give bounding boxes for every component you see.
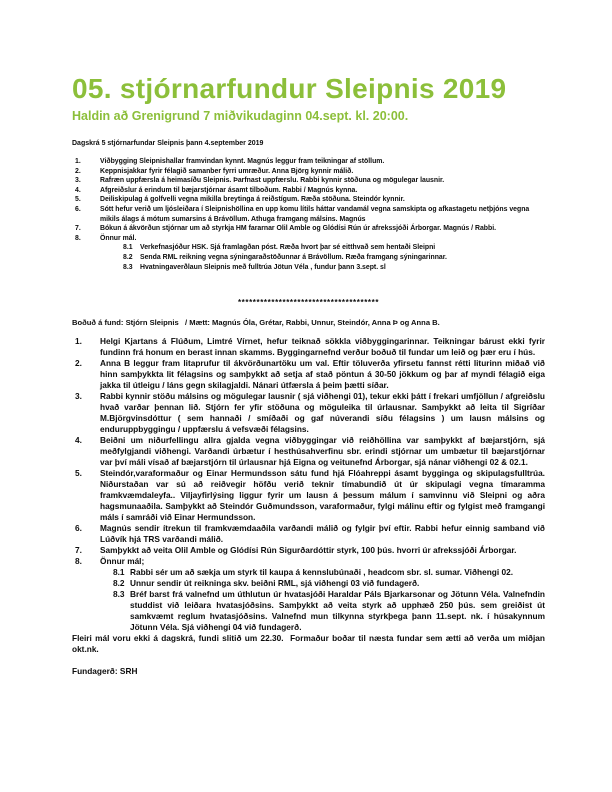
minutes-subitem <box>113 578 545 589</box>
agenda-subitem-number: 8.1 <box>123 244 133 252</box>
agenda-subitem-text: Hvatningaverðlaun Sleipnis með fulltrúa Jötun Véla , fundur þann 3.sept. sl <box>140 263 386 271</box>
agenda-subitem <box>123 263 545 273</box>
minutes-item-number: 7. <box>75 545 82 556</box>
minutes-subitem <box>113 567 545 578</box>
minutes-item-text: Önnur mál; <box>100 556 145 567</box>
agenda-list <box>72 157 545 272</box>
minutes-subitem-text: Bréf barst frá valnefnd um úthlutun úr hvatasjóði Haraldar Páls Bjarkarsonar og Jötunn Véla. Valnefndin studdist við leiðara hvatasjóðsins. Samþykkt að veita styrk að upphæð 250 þús. sem greiðist út samkvæmt reglum hvatasjóðsins. Valnefnd mun tilkynna styrkþega þann 11.sept. nk. í húsakynnum Jötunn Véla. Sjá viðhengi 04 við fundagerð. <box>130 589 545 633</box>
page-content <box>72 73 548 677</box>
agenda-item-number: 6. <box>75 205 81 213</box>
minutes-item-text: Anna B leggur fram litaprufur til ákvörðunartöku um val. Eftir töluverða yfirsetu fannst rétti liturinn miðað við hinn samþykkta lit félagsins og samþykkt að setja af stað pöntun á 30-50 jökkum og þar af myndi félagið eiga jakka til útleigu / láns gegn skilagjaldi. Nánari útfærsla á þeim þætti síðar. <box>100 358 545 391</box>
minutes-subitem-number: 8.1 <box>113 567 125 578</box>
agenda-item <box>72 186 545 196</box>
agenda-item <box>72 176 545 186</box>
minutes-item-text: Rabbi kynnir stöðu málsins og mögulegar lausnir ( sjá viðhengi 01), tekur ekki þátt í frekari umfjöllun / afgreiðslu hvað varðar þennan lið. Stjórn fer yfir stöðuna og möguleika til úrlausnar. Samþykkt að leita til Sigríðar M.Björgvinsdóttur ( sem hannaði / smíðaði og gaf núverandi síðu félagsins ) um lausn málsins og enduruppbyggingu / uppfærslu á vefsvæði félagsins. <box>100 391 545 435</box>
minutes-list <box>72 336 545 633</box>
minutes-item <box>72 358 545 391</box>
minutes-item-number: 6. <box>75 523 82 534</box>
minutes-subitem-text: Unnur sendir út reikninga skv. beiðni RML, sjá viðhengi 03 við fundagerð. <box>130 578 420 589</box>
agenda-item <box>72 195 545 205</box>
page-title: 05. stjórnarfundur Sleipnis 2019 <box>72 73 507 104</box>
agenda-subitem <box>123 243 545 253</box>
minutes-subitem <box>113 589 545 633</box>
agenda-item-number: 2. <box>75 167 81 175</box>
agenda-item <box>72 167 545 177</box>
minutes-item <box>72 435 545 468</box>
agenda-item-text: Önnur mál. <box>100 234 137 242</box>
agenda-item-number: 8. <box>75 234 81 242</box>
agenda-item-text: Deiliskipulag á golfvelli vegna mikilla breytinga á reiðstígum. Ræða stöðuna. Steindór kynnir. <box>100 196 405 204</box>
minutes-item-number: 4. <box>75 435 82 446</box>
agenda-heading: Dagskrá 5 stjórnarfundar Sleipnis þann 4.september 2019 <box>72 140 264 147</box>
minutes-item <box>72 468 545 523</box>
agenda-item-text: Sótt hefur verið um ljósleiðara í Sleipnishöllina en upp komu lítils háttar vandamál vegna samskipta og afkastagetu netþjóns vegna mikils álags á mótum sumarsins á Brávöllum. Athuga framgang málsins. Magnús <box>100 205 530 223</box>
agenda-item-text: Keppnisjakkar fyrir félagið samanber fyrri umræður. Anna Björg kynnir málið. <box>100 167 354 175</box>
agenda-item-number: 7. <box>75 225 81 233</box>
closing-statement: Fleiri mál voru ekki á dagskrá, fundi slitið um 22.30. Formaður boðar til næsta fundar sem ætti að verða um miðjan okt.nk. <box>72 633 548 655</box>
agenda-item-text: Viðbygging Sleipnishallar framvindan kynnt. Magnús leggur fram teikningar af stöllum. <box>100 158 385 165</box>
minutes-item <box>72 336 545 358</box>
agenda-subitem-text: Verkefnasjóður HSK. Sjá framlagðan póst. Ræða hvort þar sé eitthvað sem hentaði Sleipni <box>140 244 436 252</box>
minutes-item <box>72 391 545 435</box>
minutes-item-number: 8. <box>75 556 82 567</box>
attendance-line: Boðuð á fund: Stjórn Sleipnis / Mætt: Magnús Óla, Grétar, Rabbi, Unnur, Steindór, Anna Þ og Anna B. <box>72 318 440 328</box>
agenda-subitem-number: 8.2 <box>123 253 133 261</box>
minutes-item-number: 3. <box>75 391 82 402</box>
agenda-item-number: 1. <box>75 158 81 165</box>
minutes-item <box>72 545 545 556</box>
minutes-item-number: 1. <box>75 336 82 347</box>
agenda-item <box>72 234 545 244</box>
minutes-item-number: 2. <box>75 358 82 369</box>
minutes-item-text: Beiðni um niðurfellingu allra gjalda vegna viðbyggingar við reiðhöllina var samþykkt af bæjarstjórn, sjá meðfylgjandi viðhengi. Varðandi úrbætur í hesthúsahverfinu sbr. erindi stjórnar um umbætur til bæjarstjórnar var því máli vísað af bæjarstjórn til úrlausnar hjá Eigna og veitunefnd Árborgar, sjá nánar viðhengi 02 & 02.1. <box>100 435 545 468</box>
agenda-item-number: 5. <box>75 196 81 204</box>
minutes-item <box>72 556 545 567</box>
agenda-item-text: Afgreiðslur á erindum til bæjarstjórnar ásamt tilboðum. Rabbi / Magnús kynna. <box>100 186 358 194</box>
minutes-subitem-number: 8.2 <box>113 578 125 589</box>
asterisk-divider: ************************************** <box>237 298 380 308</box>
minutes-item-text: Helgi Kjartans á Flúðum, Limtré Vírnet, hefur teiknað sökkla viðbyggingarinnar. Teikningar bárust ekki fyrir fundinn frá honum en berast innan skamms. Byggingarnefnd verður boðuð til fundar um leið og þær eru í hús. <box>100 336 545 358</box>
minutes-item-number: 5. <box>75 468 82 479</box>
minutes-signature: Fundagerð: SRH <box>72 666 138 677</box>
minutes-subitem-text: Rabbi sér um að sækja um styrk til kaupa á kennslubúnaði , headcom sbr. sl. sumar. Viðhengi 02. <box>130 567 514 578</box>
minutes-item-text: Magnús sendir ítrekun til framkvæmdaaðila varðandi málið og fylgir því eftir. Rabbi hefur einnig samband við Lúðvík hjá TRS varðandi málið. <box>100 523 545 545</box>
agenda-subitem <box>123 253 545 263</box>
agenda-item-number: 3. <box>75 177 81 185</box>
agenda-item <box>72 205 545 224</box>
agenda-item-text: Rafræn uppfærsla á heimasíðu Sleipnis. Þarfnast uppfærslu. Rabbi kynnir stöðuna og mögulegar lausnir. <box>100 177 445 185</box>
agenda-item <box>72 157 545 167</box>
agenda-item-number: 4. <box>75 186 81 194</box>
meeting-subtitle: Haldin að Grenigrund 7 miðvikudaginn 04.sept. kl. 20:00. <box>72 109 409 123</box>
agenda-item-text: Bókun á ákvörðun stjórnar um að styrkja HM fararnar Olil Amble og Glódísi Rún úr afrekssjóði Árborgar. Magnús / Rabbi. <box>100 225 497 233</box>
minutes-item-text: Samþykkt að veita Olil Amble og Glódísi Rún Sigurðardóttir styrk, 100 þús. hvorri úr afrekssjóði Árborgar. <box>100 545 517 556</box>
minutes-item-text: Steindór,varaformaður og Einar Hermundsson sátu fund hjá Flóahreppi ásamt bygginga og skipulagsfulltrúa. Niðurstaðan var sú að reiðvegir höfðu verið teknir tímabundið út úr skipulagi vegna tímaramma framkvæmdaleyfa.. Viljayfirlýsing liggur fyrir um lausn á þessum málum í samvinnu við Sleipni og aðra hagsmunaaðila. Samþykkt að Steindór Guðmundsson, varaformaður, fylgi málinu eftir og fylgist með framgangi máls í samráði við Einar Hermundsson. <box>100 468 545 523</box>
minutes-item <box>72 523 545 545</box>
minutes-subitem-number: 8.3 <box>113 589 125 600</box>
agenda-subitem-number: 8.3 <box>123 263 133 271</box>
agenda-subitem-text: Senda RML reikning vegna sýningaraðstöðunnar á Brávöllum. Ræða framgang sýningarinnar. <box>140 253 447 261</box>
agenda-item <box>72 224 545 234</box>
